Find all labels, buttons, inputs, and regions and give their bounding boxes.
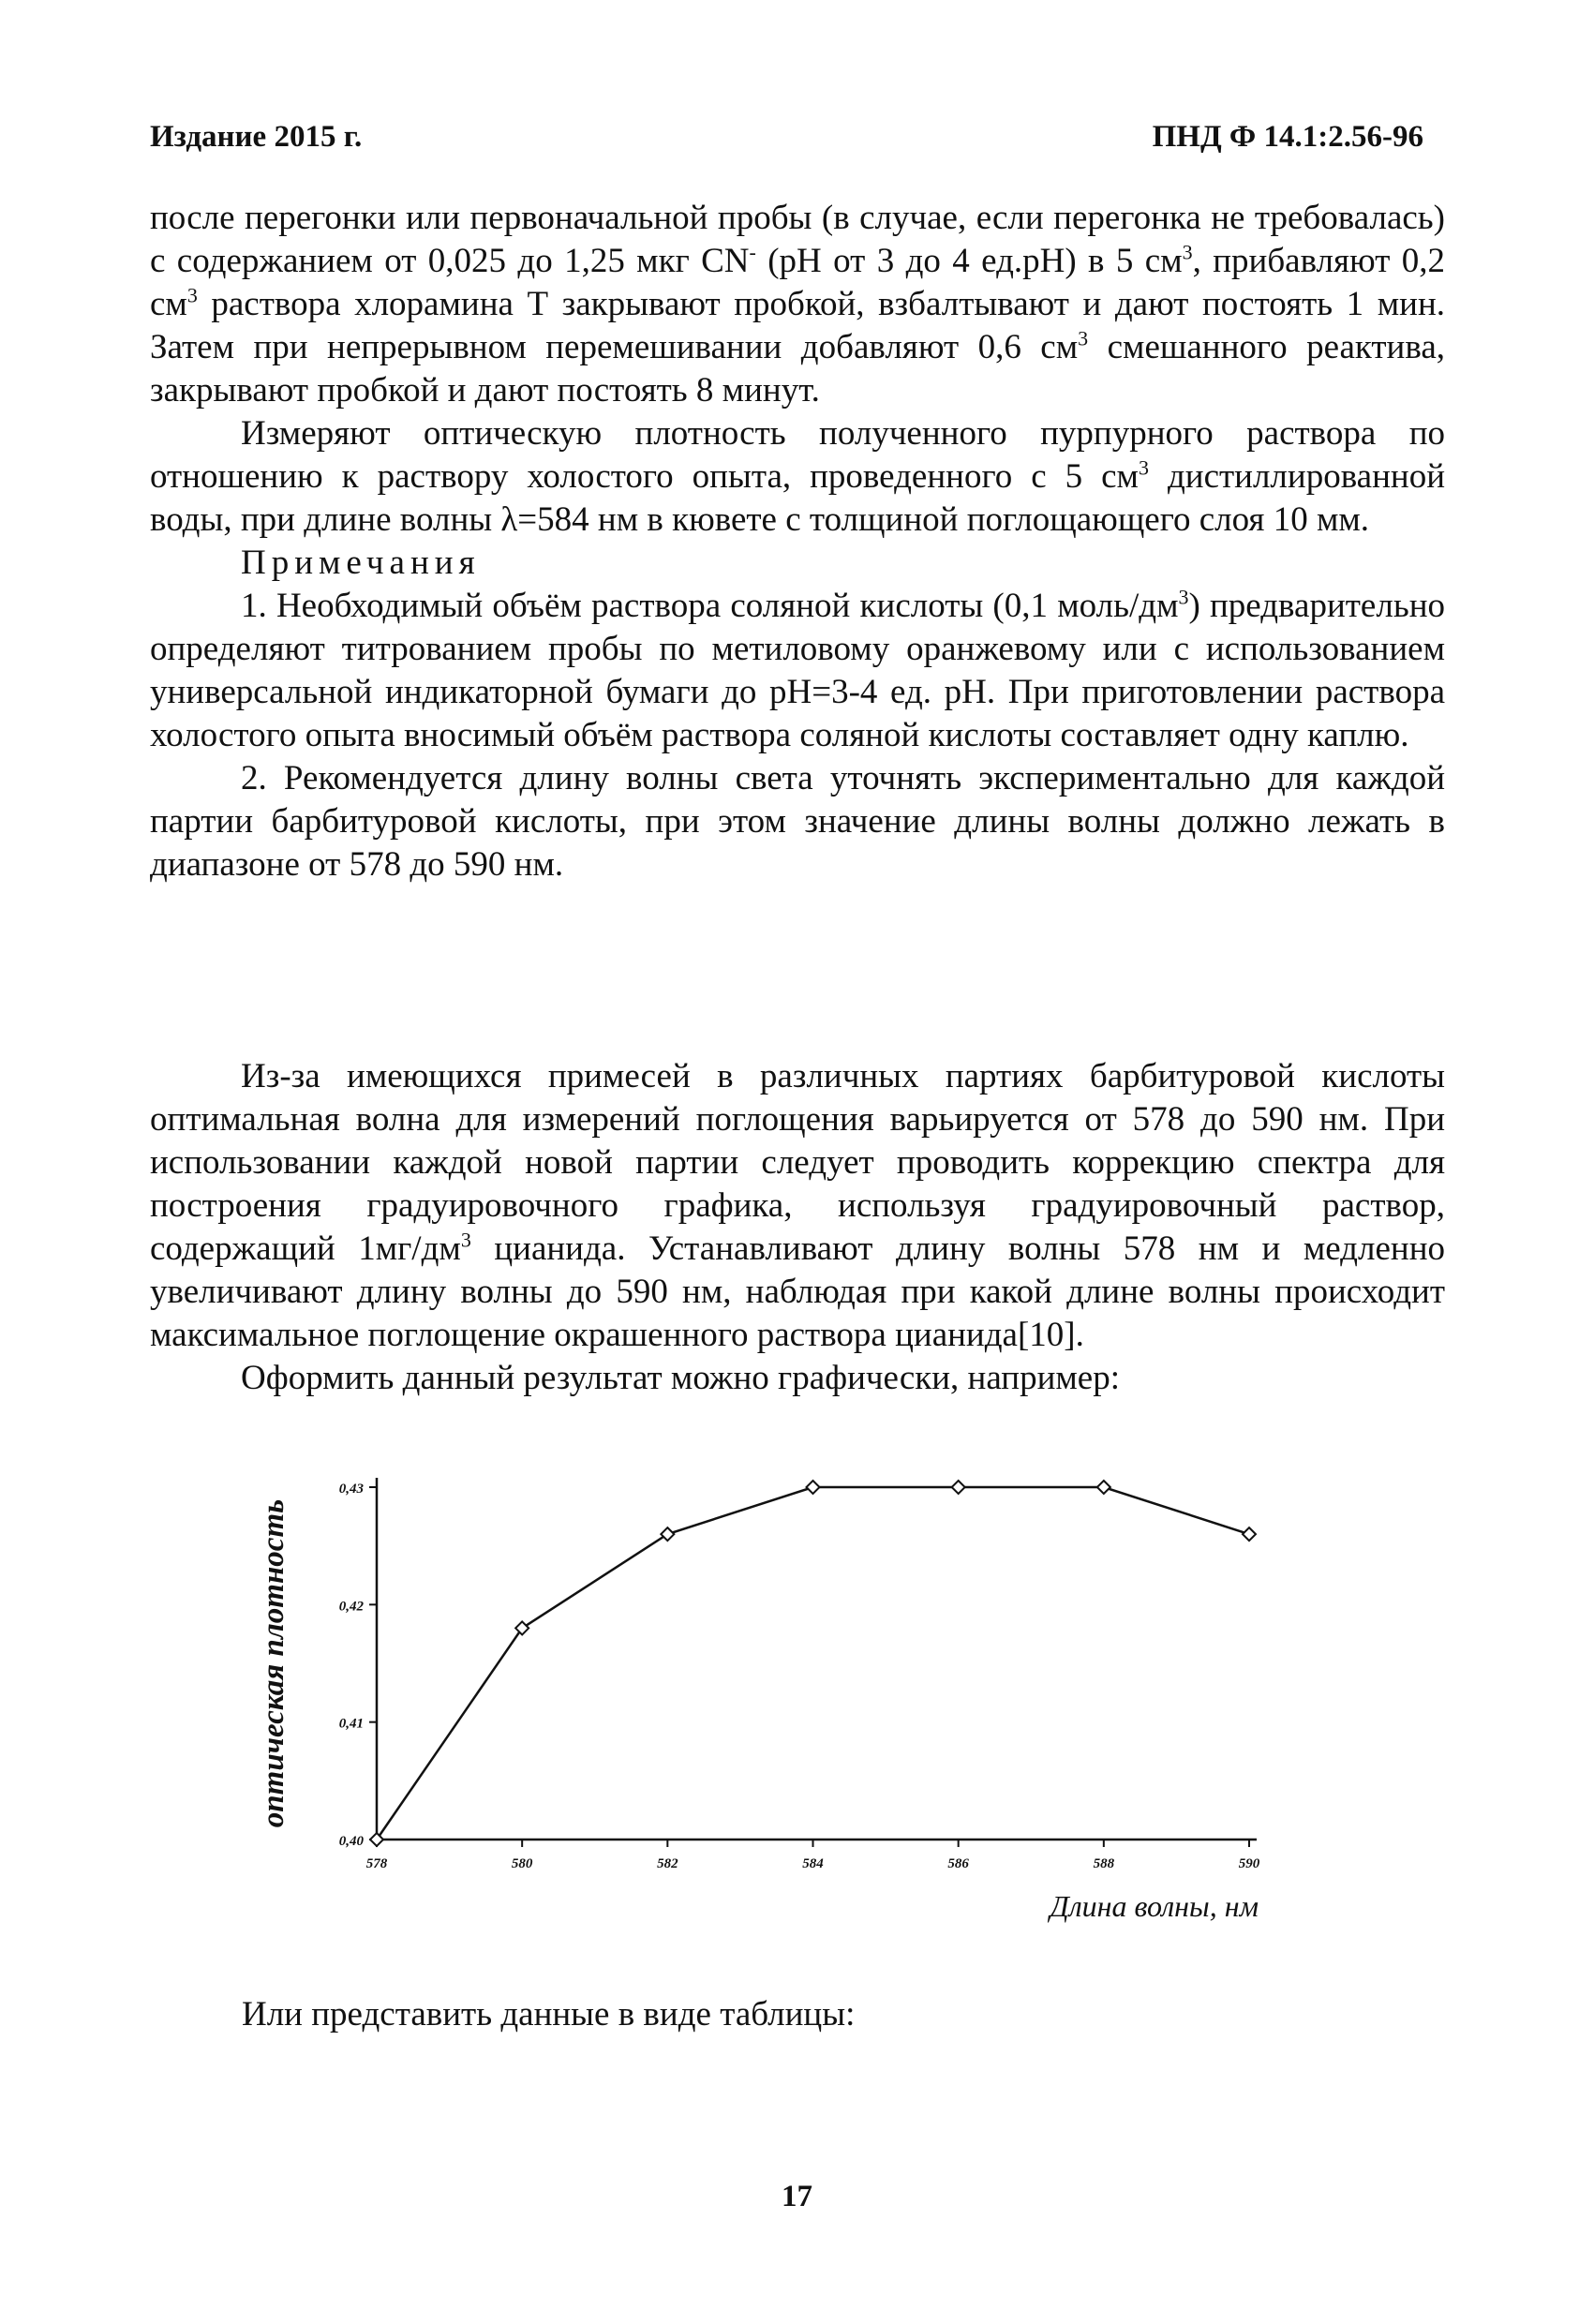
paragraph-measurement: Измеряют оптическую плотность полученного пурпурного раствора по отношению к раствору холостого опыта, проведенного с 5 $см^3$ дистиллированной воды, при длине волны λ=584 нм в кювете с толщиной поглощающего слоя 10 мм. bbox=[150, 414, 1445, 539]
data-point-marker bbox=[515, 1621, 529, 1634]
y-tick-label: 0,40 bbox=[338, 1834, 364, 1849]
x-tick-label: 580 bbox=[511, 1856, 533, 1871]
header-edition: Издание 2015 г. bbox=[150, 120, 363, 154]
x-ticks bbox=[366, 1840, 1260, 1871]
x-tick-label: 590 bbox=[1238, 1856, 1260, 1871]
note-2: 2. Рекомендуется длину волны света уточнять экспериментально для каждой партии барбитуровой кислоты, при этом значение длины волны должно лежать в диапазоне от 578 до 590 нм. bbox=[150, 759, 1445, 884]
x-tick-label: 584 bbox=[802, 1856, 824, 1871]
y-tick-label: 0,43 bbox=[338, 1482, 364, 1497]
paragraph-sample-prep: после перегонки или первоначальной пробы (в случае, если перегонка не требовалась) с содержанием от 0,025 до 1,25 мкг CN- (рН от 3 до 4 ед.рН) в 5 $см^3$, прибавляют 0,2 $см^3$ раствора хлорамина Т закрывают пробкой, взбалтывают и дают постоять 1 мин. Затем при непрерывном перемешивании добавляют 0,6 $см^3$ смешанного реактива, закрывают пробкой и дают постоять 8 минут. bbox=[150, 199, 1445, 410]
notes-heading: Примечания bbox=[241, 544, 481, 582]
text-block-procedure bbox=[150, 197, 1445, 886]
series-line bbox=[377, 1487, 1249, 1840]
data-point-marker bbox=[1243, 1527, 1256, 1541]
x-tick-label: 582 bbox=[657, 1856, 678, 1871]
x-tick-label: 588 bbox=[1093, 1856, 1115, 1871]
y-ticks bbox=[339, 1482, 377, 1849]
data-point-marker bbox=[661, 1527, 674, 1541]
series-markers bbox=[370, 1481, 1256, 1846]
x-axis-label: Длина волны, нм bbox=[1050, 1889, 1259, 1923]
data-point-marker bbox=[952, 1481, 965, 1494]
y-tick-label: 0,42 bbox=[338, 1599, 364, 1615]
y-axis-label: оптическая плотность bbox=[257, 1498, 290, 1828]
paragraph-graph-intro: Оформить данный результат можно графически, например: bbox=[241, 1359, 1121, 1397]
page-number: 17 bbox=[782, 2180, 812, 2213]
text-block-wavelength bbox=[150, 1055, 1445, 1400]
note-1: 1. Необходимый объём раствора соляной кислоты (0,1 моль/$дм^3$) предварительно определяют титрованием пробы по метиловому оранжевому или с использованием универсальной индикаторной бумаги до рН=3-4 ед. рН. При приготовлении раствора холостого опыта вносимый объём раствора соляной кислоты составляет одну каплю. bbox=[150, 585, 1445, 754]
data-point-marker bbox=[1097, 1481, 1110, 1494]
y-tick-label: 0,41 bbox=[338, 1716, 364, 1732]
table-intro-caption: Или представить данные в виде таблицы: bbox=[242, 1995, 856, 2034]
data-point-marker bbox=[370, 1833, 383, 1846]
data-point-marker bbox=[807, 1481, 820, 1494]
chart-axes bbox=[377, 1478, 1257, 1840]
paragraph-wavelength-correction: Из-за имеющихся примесей в различных партиях барбитуровой кислоты оптимальная волна для измерений поглощения варьируется от 578 до 590 нм. При использовании каждой новой партии следует проводить коррекцию спектра для построения градуировочного графика, используя градуировочный раствор, содержащий $1мг/дм^3$ цианида. Устанавливают длину волны 578 нм и медленно увеличивают длину волны до 590 нм, наблюдая при какой длине волны происходит максимальное поглощение окрашенного раствора цианида[10]. bbox=[150, 1057, 1445, 1354]
header-document-code: ПНД Ф 14.1:2.56-96 bbox=[1152, 120, 1423, 154]
x-tick-label: 586 bbox=[947, 1856, 969, 1871]
absorbance-line-chart bbox=[253, 1448, 1303, 1935]
x-tick-label: 578 bbox=[365, 1856, 388, 1871]
